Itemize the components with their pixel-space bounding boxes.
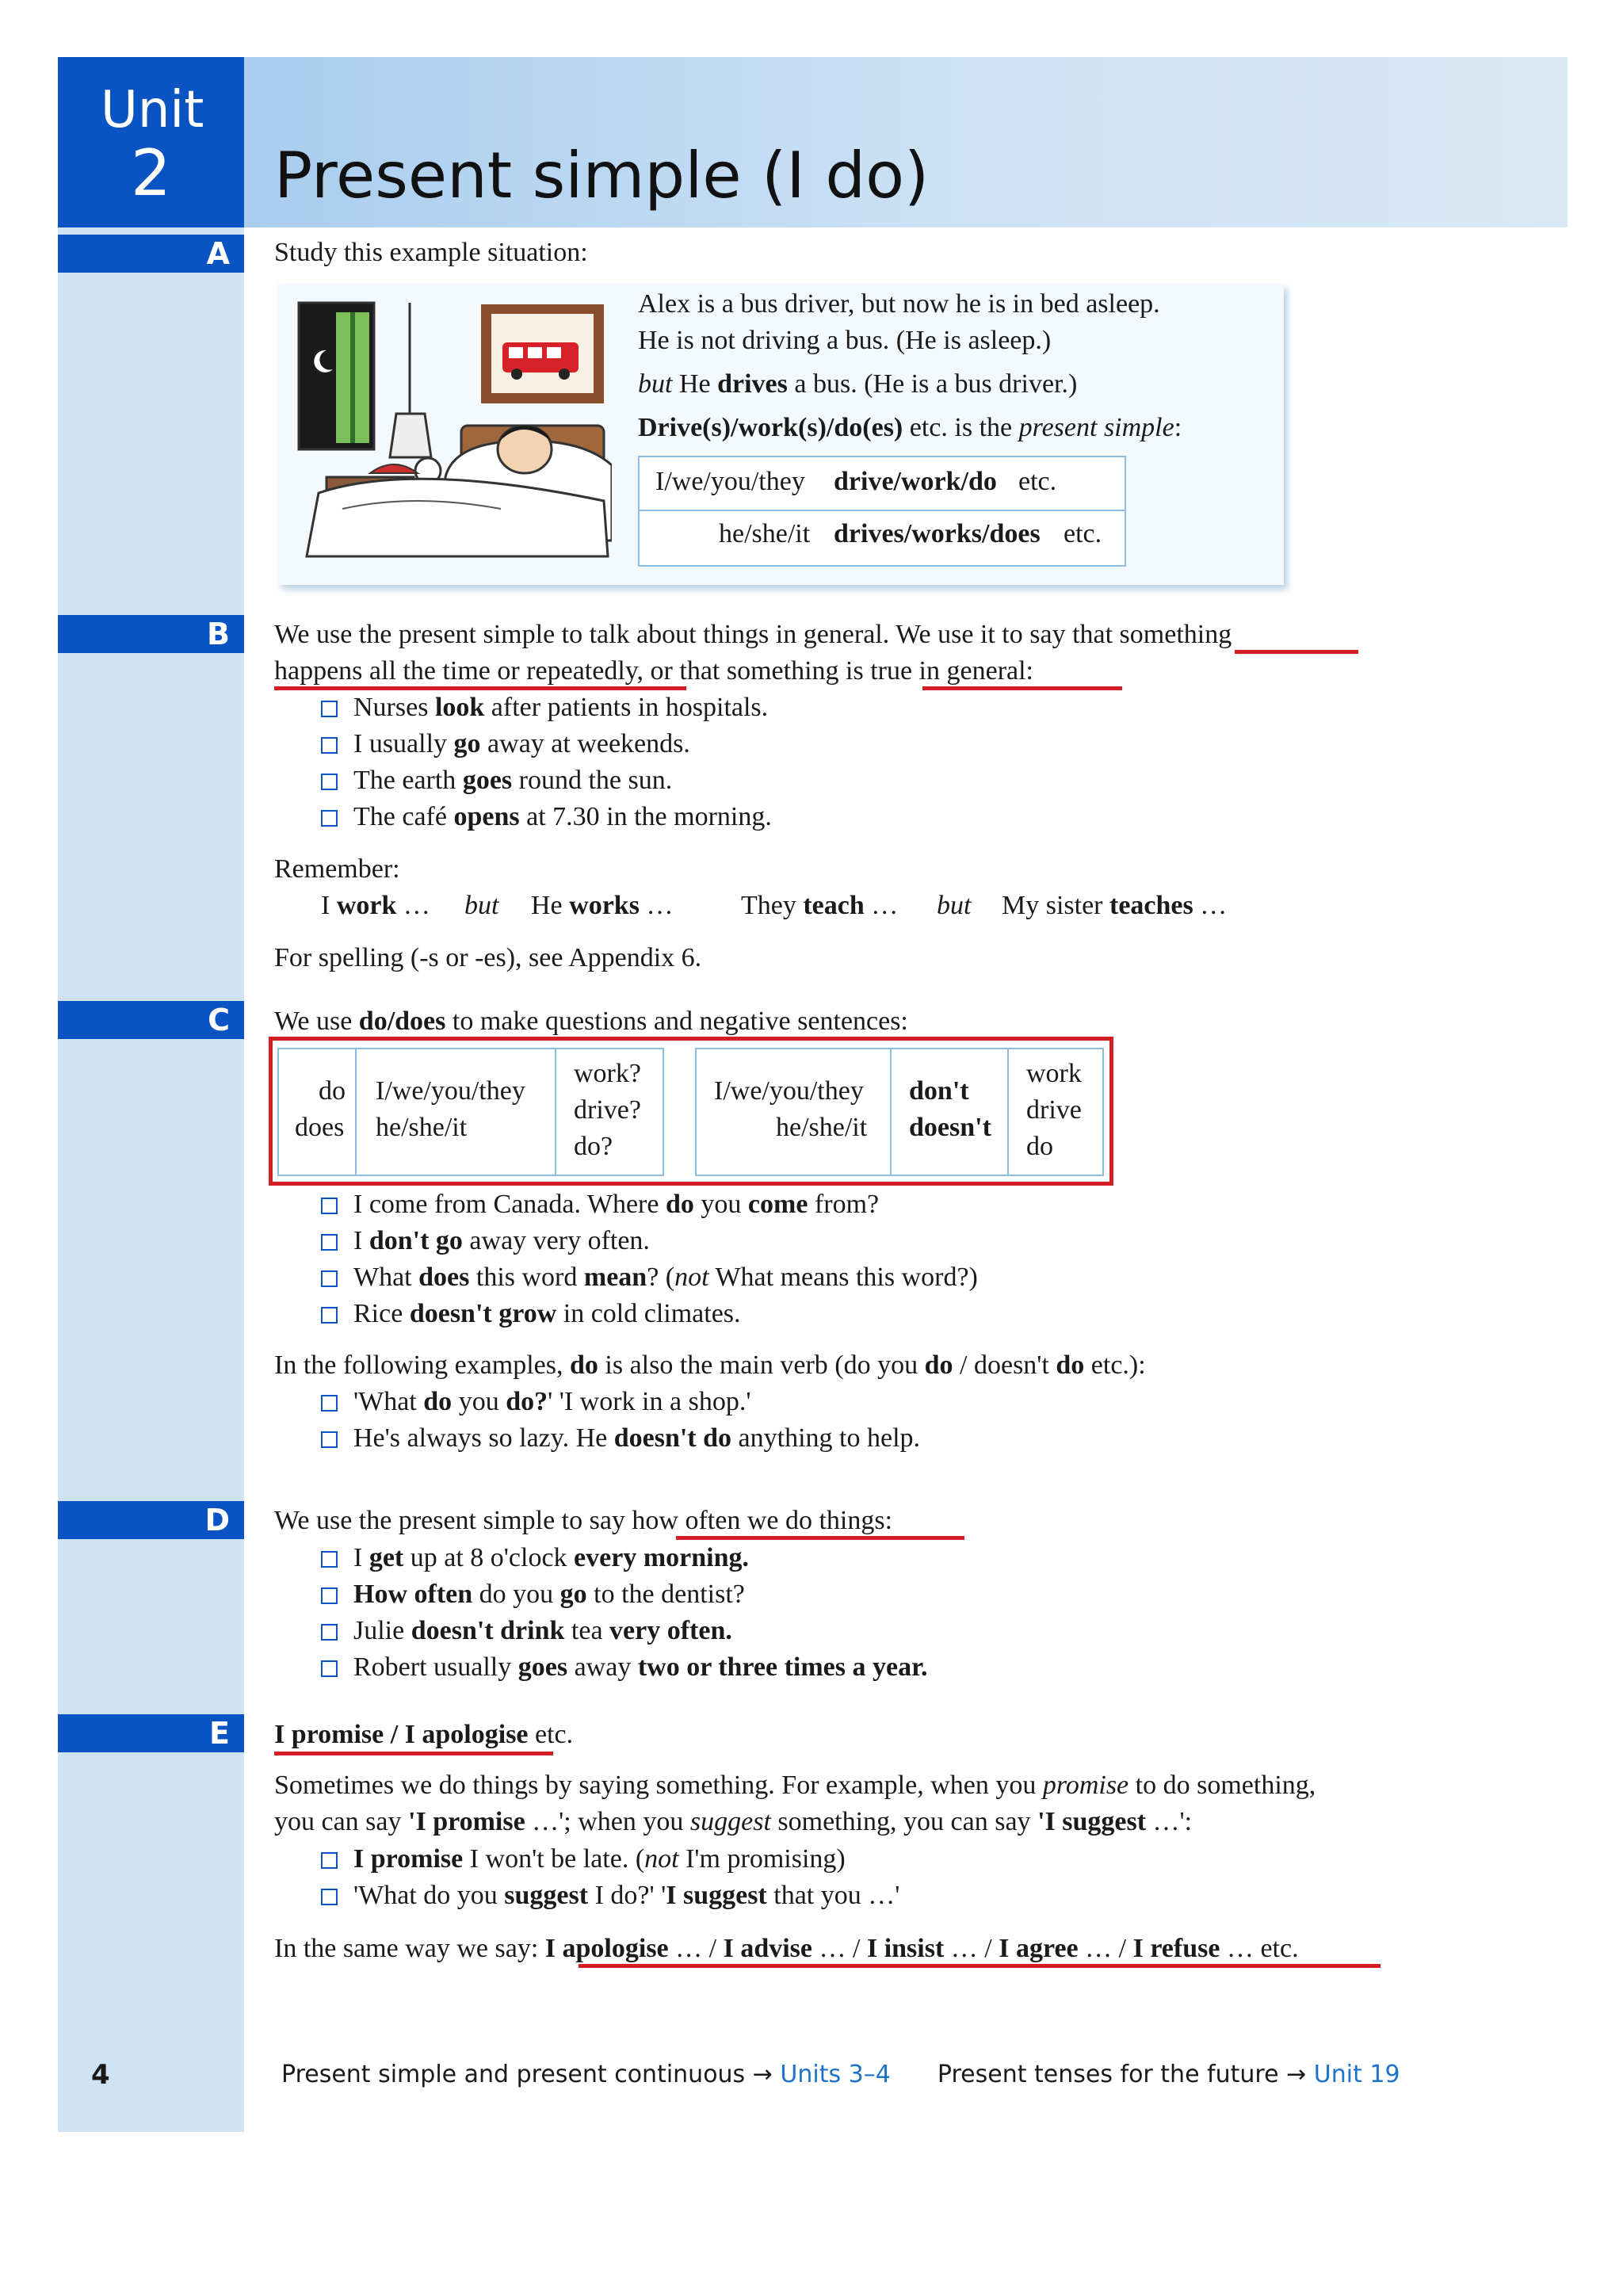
negative-form-table: I/we/you/they he/she/it don't doesn't work drive do [695,1048,1104,1176]
list-item: What does this word mean? (not What means this word?) [325,1259,978,1296]
underline-true-in-general [922,686,1122,690]
list-item: How often do you go to the dentist? [325,1576,745,1613]
e-para-line-1: Sometimes we do things by saying something. For example, when you promise to do something, [274,1771,1316,1800]
section-label-d: D [58,1501,244,1539]
b-line-2: happens all the time or repeatedly, or that something is true in general: [274,656,1033,686]
b-line-1: We use the present simple to talk about things in general. We use it to say that something [274,620,1232,649]
remember-they-teach: They teach … [741,891,899,920]
list-item: I usually go away at weekends. [325,726,690,762]
present-simple-forms-table: I/we/you/they drive/work/do etc. he/she/it drives/works/does etc. [638,456,1126,567]
list-item: He's always so lazy. He doesn't do anything to help. [325,1420,920,1457]
a-line-4: Drive(s)/work(s)/do(es) etc. is the present simple: [638,413,1182,442]
unit-badge [58,57,244,227]
list-item: Julie doesn't drink tea very often. [325,1613,732,1649]
d-intro: We use the present simple to say how often we do things: [274,1506,893,1535]
list-item: Rice doesn't grow in cold climates. [325,1296,741,1332]
remember-he-works: He works … [531,891,674,920]
list-item: Robert usually goes away two or three times a year. [325,1649,928,1686]
e-heading: I promise / I apologise etc. [274,1720,574,1749]
list-item: 'What do you suggest I do?' 'I suggest that you …' [325,1878,899,1914]
sleeping-bus-driver-illustration [295,295,612,561]
a-line-2: He is not driving a bus. (He is asleep.) [638,326,1052,355]
underline-something [1235,650,1358,654]
list-item: I come from Canada. Where do you come from? [325,1186,879,1223]
c-intro: We use do/does to make questions and negative sentences: [274,1007,908,1036]
unit-word: Unit [101,81,204,139]
list-item: Nurses look after patients in hospitals. [325,690,768,726]
list-item: The earth goes round the sun. [325,762,672,799]
a-line-1: Alex is a bus driver, but now he is in bed asleep. [638,289,1160,319]
page-title: Present simple (I do) [274,139,930,212]
link-units-3-4[interactable]: Units 3–4 [780,2061,891,2088]
list-item: The café opens at 7.30 in the morning. [325,799,772,835]
a-line-3: but He drives a bus. (He is a bus driver.) [638,369,1078,399]
remember-label: Remember: [274,854,400,884]
underline-apologise-list [579,1964,1381,1968]
link-unit-19[interactable]: Unit 19 [1313,2061,1400,2088]
c-main-verb-note: In the following examples, do is also the main verb (do you do / doesn't do etc.): [274,1350,1146,1380]
section-label-b: B [58,615,244,653]
e-para-line-2: you can say 'I promise …'; when you suggest something, you can say 'I suggest …': [274,1807,1193,1836]
list-item: 'What do you do?' 'I work in a shop.' [325,1384,750,1420]
unit-number: 2 [131,136,171,210]
page-number: 4 [91,2059,110,2091]
section-label-e: E [58,1714,244,1752]
remember-i-work: I work … [321,891,430,920]
remember-but-1: but [464,891,499,920]
spelling-note: For spelling (-s or -es), see Appendix 6. [274,943,702,972]
remember-sister-teaches: My sister teaches … [1002,891,1228,920]
remember-but-2: but [937,891,972,920]
footer-cross-references: Present simple and present continuous → Units 3–4 Present tenses for the future → Unit 19 [281,2061,1400,2088]
section-label-c: C [58,1001,244,1039]
e-same-way-line: In the same way we say: I apologise … / I advise … / I insist … / I agree … / I refuse … etc. [274,1934,1299,1963]
section-label-a: A [58,235,244,273]
left-sidebar-band [58,57,244,2132]
section-a-intro: Study this example situation: [274,238,588,267]
question-form-table: do does I/we/you/they he/she/it work? drive? do? [277,1048,664,1176]
list-item: I don't go away very often. [325,1223,650,1259]
underline-i-promise [274,1752,553,1755]
list-item: I promise I won't be late. (not I'm promising) [325,1841,846,1878]
list-item: I get up at 8 o'clock every morning. [325,1540,749,1576]
